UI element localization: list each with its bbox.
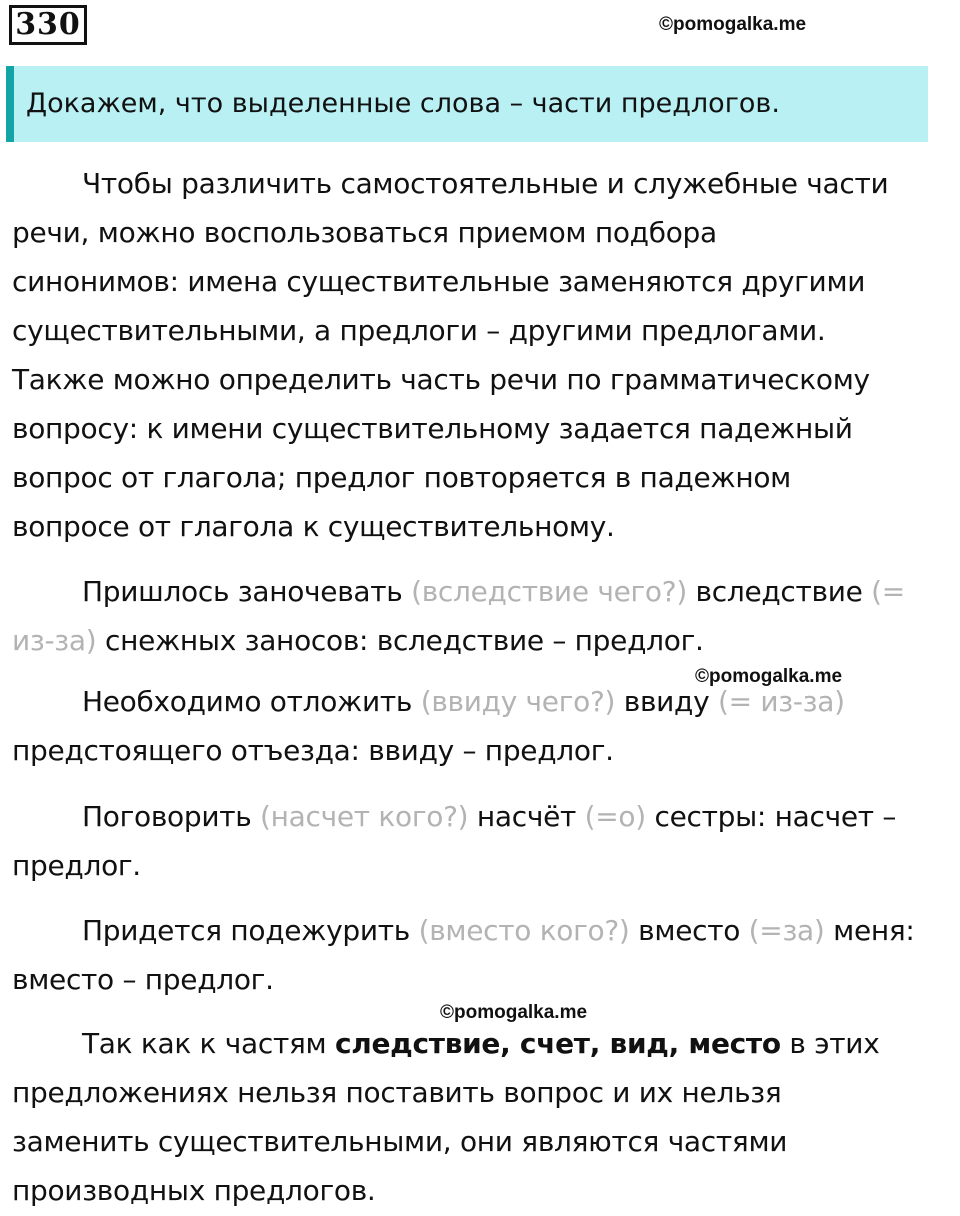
text-line: предложениях нельзя поставить вопрос и их нельзя — [12, 1076, 782, 1109]
sentence-text: в этих — [780, 1027, 880, 1060]
question-text: (насчет кого?) — [260, 800, 469, 833]
sentence-text: меня: — [824, 914, 915, 947]
task-banner: Докажем, что выделенные слова – части предлогов. — [6, 66, 928, 142]
synonym-text: (=о) — [584, 800, 646, 833]
sentence-text: сестры: насчет – — [645, 800, 897, 833]
text-line: Чтобы различить самостоятельные и служебные части — [82, 167, 889, 200]
text-line: вопрос от глагола; предлог повторяется в падежном — [12, 461, 791, 494]
example-vvidu — [12, 677, 952, 775]
text-line: вопросе от глагола к существительному. — [12, 510, 615, 543]
sentence-text: вместо – предлог. — [12, 963, 274, 996]
text-line: синонимов: имена существительные заменяются другими — [12, 265, 866, 298]
example-vmesto — [12, 906, 952, 1004]
sentence-text: предлог. — [12, 849, 141, 882]
highlighted-words: следствие, счет, вид, место — [334, 1027, 781, 1060]
conclusion-paragraph — [12, 1019, 952, 1215]
text-line: Также можно определить часть речи по грамматическому — [12, 363, 870, 396]
synonym-text: (= из-за) — [718, 685, 845, 718]
synonym-text: (=за) — [748, 914, 825, 947]
question-text: (вместо кого?) — [418, 914, 630, 947]
synonym-text: из-за) — [12, 624, 97, 657]
watermark: ©pomogalka.me — [440, 1002, 588, 1023]
sentence-text: Поговорить — [82, 800, 261, 833]
preposition-word: насчёт — [468, 800, 585, 833]
text-line: вопросу: к имени существительному задается падежный — [12, 412, 853, 445]
text-line: производных предлогов. — [12, 1174, 376, 1207]
sentence-text: Так как к частям — [82, 1027, 335, 1060]
watermark: ©pomogalka.me — [695, 666, 843, 687]
sentence-text: предстоящего отъезда: ввиду – предлог. — [12, 734, 614, 767]
example-vsledstvie — [12, 567, 952, 665]
example-naschet — [12, 792, 952, 890]
intro-paragraph — [12, 159, 952, 551]
preposition-word: вследствие — [686, 575, 872, 608]
exercise-number: 330 — [9, 5, 87, 45]
text-line: существительными, а предлоги – другими предлогами. — [12, 314, 826, 347]
preposition-word: вместо — [629, 914, 749, 947]
sentence-text: Пришлось заночевать — [82, 575, 412, 608]
question-text: (вследствие чего?) — [411, 575, 687, 608]
sentence-text: снежных заносов: вследствие – предлог. — [96, 624, 704, 657]
synonym-text: (= — [871, 575, 905, 608]
text-line: заменить существительными, они являются частями — [12, 1125, 788, 1158]
question-text: (ввиду чего?) — [420, 685, 616, 718]
preposition-word: ввиду — [615, 685, 718, 718]
sentence-text: Необходимо отложить — [82, 685, 421, 718]
watermark: ©pomogalka.me — [659, 14, 807, 35]
sentence-text: Придется подежурить — [82, 914, 419, 947]
text-line: речи, можно воспользоваться приемом подбора — [12, 216, 717, 249]
